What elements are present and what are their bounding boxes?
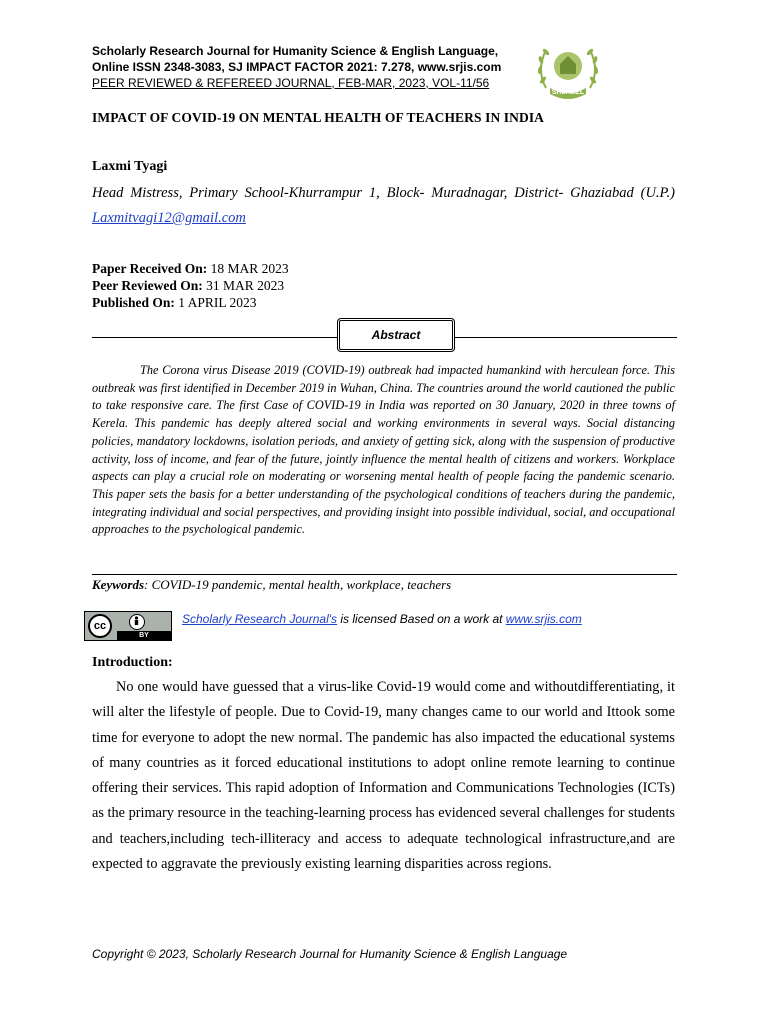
abstract-rule-left [92,337,337,338]
received-row [92,260,289,277]
journal-logo [532,36,604,106]
published-label: Published On: [92,295,175,310]
journal-name: Scholarly Research Journal for Humanity Science & English Language, [92,44,499,58]
published-value: 1 APRIL 2023 [178,295,257,310]
received-value: 18 MAR 2023 [210,261,289,276]
author-affiliation [92,181,675,231]
paper-title: IMPACT OF COVID-19 ON MENTAL HEALTH OF TEACHERS IN INDIA [92,110,545,125]
cc-icon [88,614,112,638]
person-icon [129,614,145,630]
copyright-footer: Copyright © 2023, Scholarly Research Journal for Humanity Science & English Language [92,947,568,961]
keywords-rule [92,574,677,575]
introduction-body [92,675,675,877]
abstract-heading-box [337,318,455,352]
reviewed-value: 31 MAR 2023 [206,278,285,293]
license-middle-text: is licensed Based on a work at [337,612,506,626]
received-label: Paper Received On: [92,261,208,276]
journal-issn: Online ISSN 2348-3083, SJ IMPACT FACTOR 2021: 7.278, www.srjis.com [92,60,502,74]
by-label: BY [117,631,171,640]
published-row [92,294,289,311]
introduction-heading: Introduction: [92,655,173,670]
paper-dates [92,260,289,311]
reviewed-row [92,277,289,294]
srjis-site-link[interactable]: www.srjis.com [505,612,582,626]
introduction-paragraph: No one would have guessed that a virus-like Covid-19 would come and withoutdifferentiating, it will alter the lifestyle of people. Due to Covid-19, many changes came to our world and Ittook some time for everyone to adopt the new normal. The pandemic has also impacted the educational systems of many countries as it forced educational institutions to adopt online remote learning to continue offering their services. This rapid adoption of Information and Communications Technologies (ICTs) as the primary resource in the teaching-learning process has evidenced several challenges for students and teachers,including tech-illiteracy and access to adequate technological infrastructure,and are expected to aggravate the previously existing learning disparities across regions. [92,679,675,873]
affiliation-text: Head Mistress, Primary School-Khurrampur 1, Block- Muradnagar, District- Ghaziabad (U.P.) [92,185,675,201]
journal-volume: PEER REVIEWED & REFEREED JOURNAL, FEB-MAR, 2023, VOL-11/56 [92,76,490,90]
keywords-value: : COVID-19 pandemic, mental health, workplace, teachers [144,577,452,592]
license-notice [182,612,582,626]
author-email-link[interactable]: Laxmitvagi12@gmail.com [92,210,246,226]
abstract-body [92,362,675,539]
abstract-paragraph: The Corona virus Disease 2019 (COVID-19) outbreak had impacted humankind with herculean force. This outbreak was first identified in December 2019 in Wuhan, China. The countries around the world cautioned the public to take responsive care. The first Case of COVID-19 in India was reported on 30 January, 2020 in three towns of Kerela. This pandemic has deeply altered social and working environments in several ways. Social distancing policies, mandatory lockdowns, isolation periods, and anxiety of getting sick, along with the suspension of productive activity, loss of income, and fear of the future, jointly influence the mental health of citizens and workers. Workplace aspects can play a crucial role on moderating or worsening mental health of people facing the pandemic scenario. This paper sets the basis for a better understanding of the psychological conditions of teachers during the pandemic, integrating individual and social perspectives, and providing insight into possible individual, social, and occupational approaches to the psychological pandemic. [92,363,675,537]
keywords [92,577,451,593]
keywords-label: Keywords [92,577,144,592]
logo-text: SRJHSEL [551,89,585,96]
reviewed-label: Peer Reviewed On: [92,278,203,293]
abstract-rule-right [455,337,677,338]
journal-license-link[interactable]: Scholarly Research Journal's [182,612,338,626]
cc-by-badge[interactable] [84,611,172,641]
abstract-heading: Abstract [371,328,421,342]
cc-icon-text: cc [93,620,107,632]
author-name: Laxmi Tyagi [92,159,168,174]
